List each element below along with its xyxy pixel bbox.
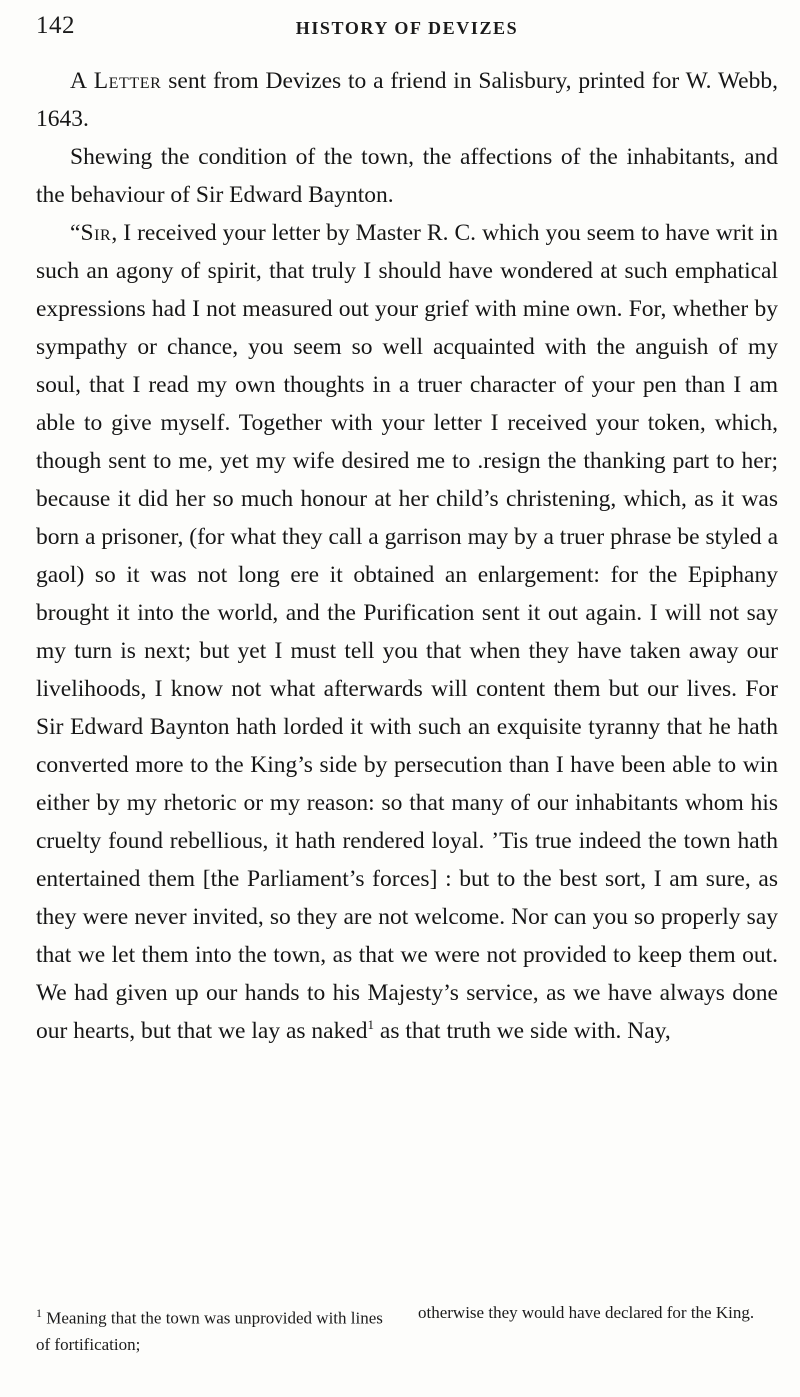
page-number: 142 (36, 12, 75, 39)
paragraph-2: Shewing the condition of the town, the affections of the inhabitants, and the behaviour of Sir Edward Baynton. (36, 144, 778, 208)
paragraph-3-open-quote: “ (70, 220, 81, 246)
footnote-column-right (418, 1300, 778, 1358)
footnote-area (36, 1300, 778, 1358)
page-content (36, 10, 778, 1050)
running-head-title: HISTORY OF DEVIZES (295, 18, 519, 38)
paragraph-1 (36, 62, 778, 138)
paragraph-3-rest: , I received your letter by Master R. C. which you seem to have writ in such an agony of spirit, that truly I should have wondered at such emphatical expressions had I not measured out your grief with mine own. For, whether by sympathy or chance, you seem so well acquainted with the anguish of my soul, that I read my own thoughts in a truer character of your pen than I am able to give myself. Together with your letter I received your token, which, though sent to me, yet my wife desired me to .resign the thanking part to her; because it did her so much honour at her child’s christening, which, as it was born a prisoner, (for what they call a garrison may by a truer phrase be styled a gaol) so it was not long ere it obtained an enlargement: for the Epiphany brought it into the world, and the Purification sent it out again. I will not say my turn is next; but yet I must tell you that when they have taken away our livelihoods, I know not what afterwards will content them but our lives. For Sir Edward Baynton hath lorded it with such an exquisite tyranny that he hath converted more to the King’s side by persecution than I have been able to win either by my rhetoric or my reason: so that many of our inhabitants whom his cruelty found rebellious, it hath rendered loyal. ’Tis true indeed the town hath entertained them [the Parliament’s forces] : but to the best sort, I am sure, as they were never invited, so they are not welcome. Nor can you so properly say that we let them into the town, as that we were not provided to keep them out. We had given up our hands to his Majesty’s service, as we have always done our hearts, but that we lay as naked (36, 220, 778, 1044)
paragraph-3 (36, 214, 778, 1050)
paragraph-1-lead: A Letter (70, 68, 162, 94)
footnote-text-left: Meaning that the town was unprovided with lines of fortification; (36, 1308, 383, 1354)
body-text (36, 62, 778, 1050)
footnote-text-right: otherwise they would have declared for the King. (418, 1303, 755, 1322)
paragraph-1-rest: sent from Devizes to a friend in Salisbury, printed for W. Webb, 1643. (36, 68, 778, 132)
footnote-reference: 1 (367, 1017, 375, 1033)
paragraph-3-tail: as that truth we side with. Nay, (374, 1018, 671, 1044)
footnote-marker: 1 (36, 1306, 42, 1320)
running-head (36, 10, 778, 50)
footnote-column-left (36, 1300, 396, 1358)
paragraph-3-lead: Sir (80, 220, 112, 246)
